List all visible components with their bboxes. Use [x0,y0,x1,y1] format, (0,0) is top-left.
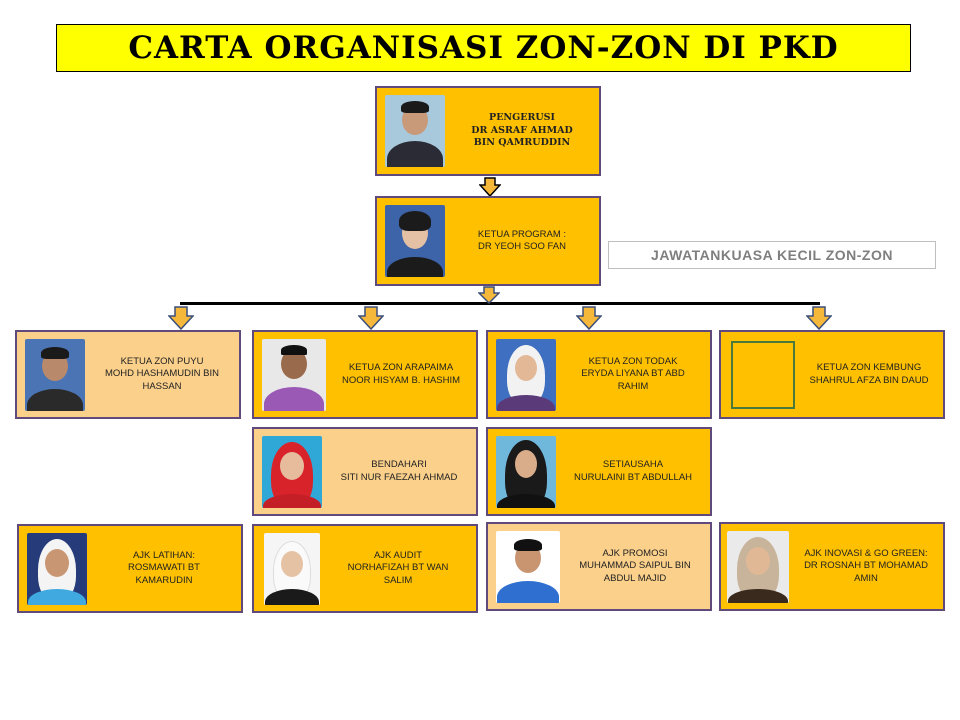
zone-box-kembung [719,330,945,419]
ajk-promosi-role: AJK PROMOSI [602,547,668,559]
setiausaha-box [486,427,712,516]
pengerusi-name-1: DR ASRAF AHMAD [471,124,573,136]
ajk-latihan-role: AJK LATIHAN: [132,549,196,561]
ajk-latihan-photo [27,533,87,605]
chart-title: CARTA ORGANISASI ZON-ZON DI PKD [128,30,839,66]
zone-puyu-name-1: MOHD HASHAMUDIN BIN [104,368,219,380]
zone-todak-photo [496,339,556,411]
ajk-promosi-name-1: MUHAMMAD SAIPUL BIN [579,560,691,572]
ajk-audit-photo [264,533,320,605]
arrow-down-icon [576,306,602,330]
zone-arapaima-role: KETUA ZON ARAPAIMA [348,362,454,373]
ajk-promosi-name-2: ABDUL MAJID [603,572,667,584]
bendahari-role: BENDAHARI [371,459,427,470]
zone-box-todak [486,330,712,419]
ketua-program-photo [385,205,445,277]
ajk-latihan-box [17,524,243,613]
ajk-inovasi-role: AJK INOVASI & GO GREEN: [804,547,928,559]
zone-box-arapaima [252,330,478,419]
ajk-inovasi-photo [727,531,789,603]
arrow-down-icon [479,177,501,197]
setiausaha-name: NURULAINI BT ABDULLAH [573,471,693,483]
zone-box-puyu [15,330,241,419]
zone-kembung-name-1: SHAHRUL AFZA BIN DAUD [809,374,929,386]
arrow-down-icon [806,306,832,330]
pengerusi-photo [385,95,445,167]
zone-kembung-role: KETUA ZON KEMBUNG [816,362,922,373]
pengerusi-box [375,86,601,176]
zone-arapaima-photo [262,339,326,411]
setiausaha-role: SETIAUSAHA [602,459,664,470]
zone-puyu-role: KETUA ZON PUYU [120,355,204,367]
zone-puyu-photo [25,339,85,411]
ajk-latihan-name-2: KAMARUDIN [135,574,193,586]
ajk-audit-role: AJK AUDIT [373,549,423,561]
ajk-audit-name-2: SALIM [383,574,413,586]
zone-puyu-name-2: HASSAN [142,380,182,392]
arrow-down-icon [168,306,194,330]
zone-todak-role: KETUA ZON TODAK [588,355,678,367]
bendahari-photo [262,436,322,508]
zone-arapaima-name-1: NOOR HISYAM B. HASHIM [341,374,461,386]
empty-photo-frame [731,341,795,409]
connector-line [180,302,820,305]
chart-title-bar [56,24,911,72]
ajk-promosi-photo [496,531,560,603]
ajk-audit-name-1: NORHAFIZAH BT WAN [347,562,449,574]
subtitle-text: JAWATANKUASA KECIL ZON-ZON [651,247,893,263]
zone-todak-name-1: ERYDA LIYANA BT ABD [581,368,685,380]
arrow-down-icon [358,306,384,330]
setiausaha-photo [496,436,556,508]
ajk-inovasi-box [719,522,945,611]
pengerusi-name-2: BIN QAMRUDDIN [473,137,571,149]
ajk-audit-box [252,524,478,613]
ketua-program-box [375,196,601,286]
zone-todak-name-2: RAHIM [617,380,649,392]
pengerusi-role: PENGERUSI [489,112,555,124]
ajk-latihan-name-1: ROSMAWATI BT [128,562,200,574]
ajk-promosi-box [486,522,712,611]
ketua-program-role: KETUA PROGRAM : [477,228,567,240]
ketua-program-name: DR YEOH SOO FAN [478,241,566,252]
bendahari-box [252,427,478,516]
bendahari-name: SITI NUR FAEZAH AHMAD [340,471,458,483]
arrow-down-icon [478,286,500,304]
ajk-inovasi-name-2: AMIN [854,572,878,584]
subtitle-box [608,241,936,269]
ajk-inovasi-name-1: DR ROSNAH BT MOHAMAD [804,560,928,572]
